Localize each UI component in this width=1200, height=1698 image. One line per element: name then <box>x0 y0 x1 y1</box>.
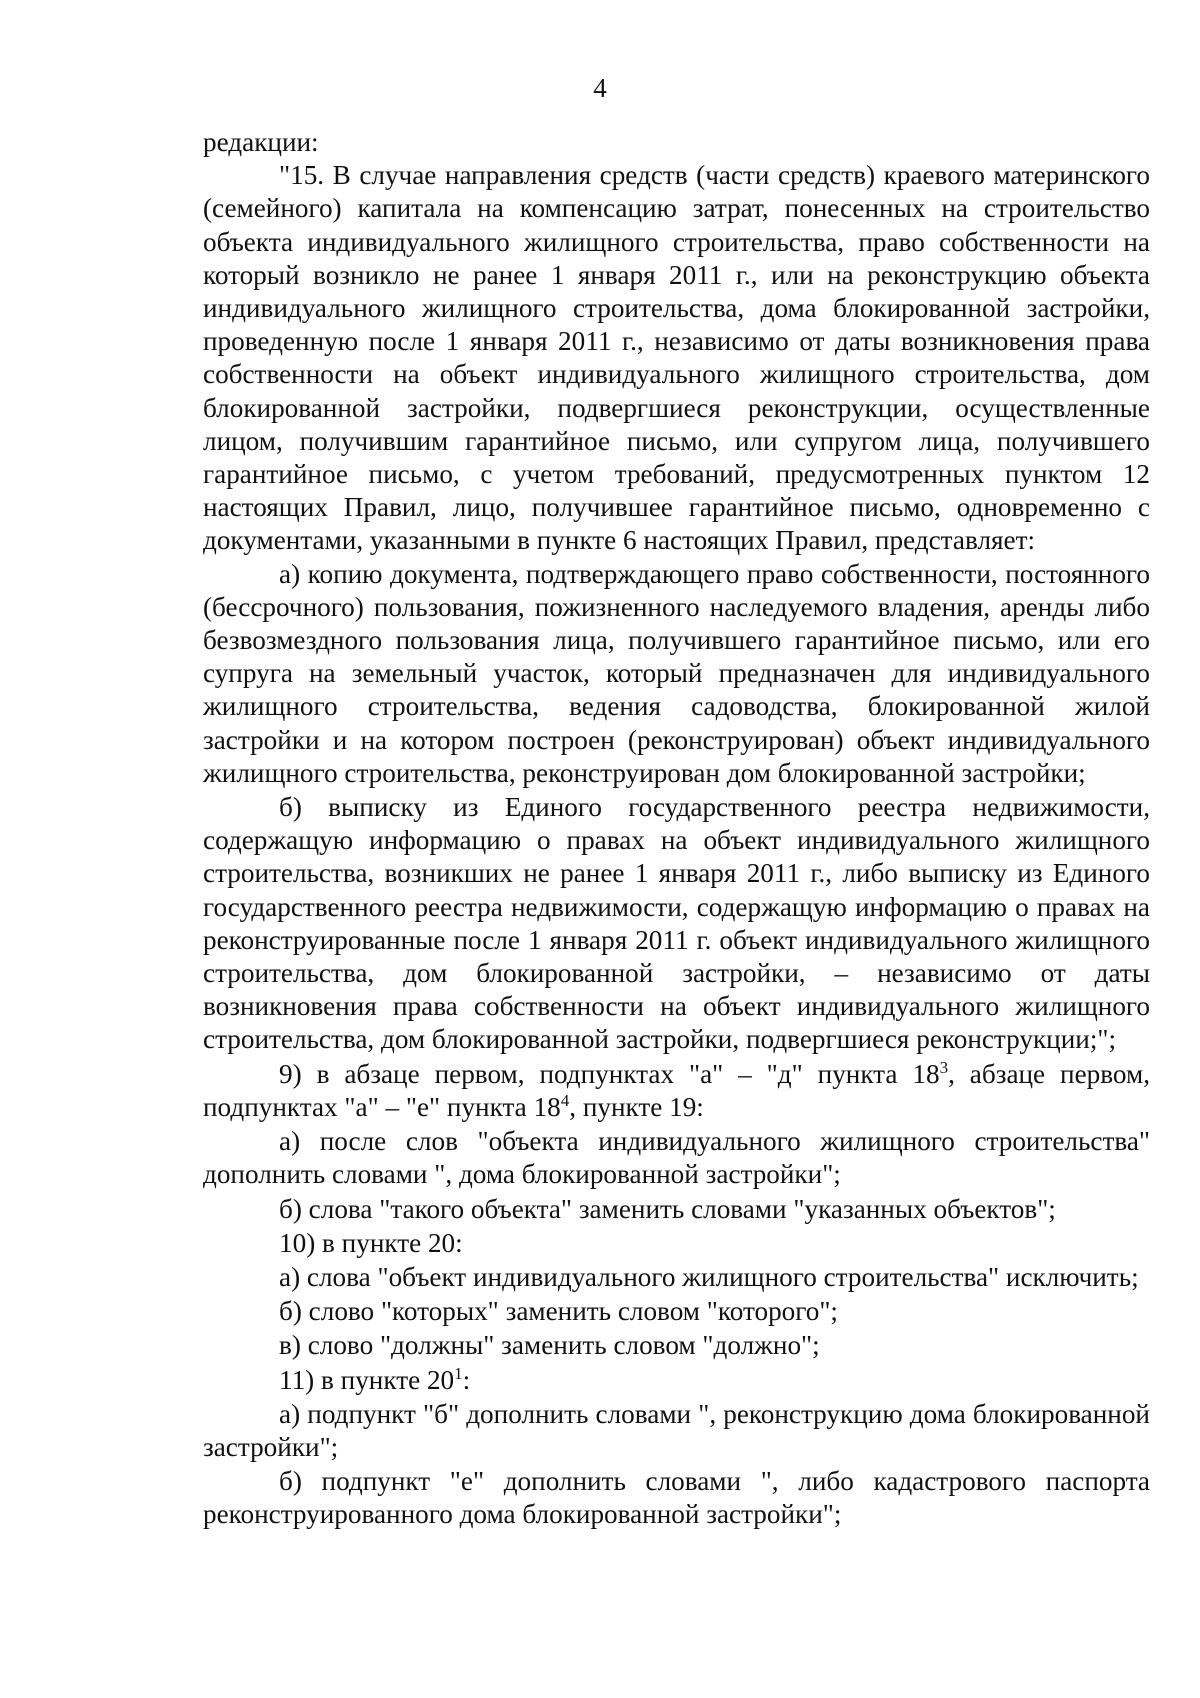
item-9-b: б) слова "такого объекта" заменить словами "указанных объектов"; <box>279 1193 1056 1224</box>
paragraph-continuation: редакции: <box>203 127 319 157</box>
page-number: 4 <box>593 73 607 103</box>
subparagraph-a: а) копию документа, подтверждающего право собственности, постоянного (бессрочного) пользования, пожизненного наследуемого владения, аренды либо безвозмездного пользования лица, получившего гарантийное письмо, или его супруга на земельный участок, который предназначен для индивидуального жилищного строительства, ведения садоводства, блокированной жилой застройки и на котором построен (реконструирован) объект индивидуального жилищного строительства, реконструирован дом блокированной застройки; <box>203 558 1150 788</box>
document-body <box>203 126 1150 1532</box>
item-9-a: а) после слов "объекта индивидуального жилищного строительства" дополнить словами ", дома блокированной застройки"; <box>203 1126 1150 1190</box>
item-10-a: а) слова "объект индивидуального жилищного строительства" исключить; <box>279 1261 1139 1292</box>
item-9-text-3: , пункте 19: <box>569 1091 704 1122</box>
item-9-text-1: 9) в абзаце первом, подпунктах "а" – "д" пункта 18 <box>279 1058 940 1089</box>
item-10-c: в) слово "должны" заменить словом "должно"; <box>279 1330 820 1361</box>
item-11-text-2: : <box>462 1364 471 1395</box>
item-11-b: б) подпункт "е" дополнить словами ", либо кадастрового паспорта реконструированного дома блокированной застройки"; <box>203 1466 1150 1530</box>
item-10-b: б) слово "которых" заменить словом "которого"; <box>279 1296 838 1327</box>
item-10: 10) в пункте 20: <box>279 1227 463 1258</box>
item-11-a: а) подпункт "б" дополнить словами ", реконструкцию дома блокированной застройки"; <box>203 1398 1150 1462</box>
superscript-4: 4 <box>560 1090 570 1110</box>
paragraph-point-15: "15. В случае направления средств (части средств) краевого материнского (семейного) капитала на компенсацию затрат, понесенных на строительство объекта индивидуального жилищного строительства, право собственности на который возникло не ранее 1 января 2011 г., или на реконструкцию объекта индивидуального жилищного строительства, дома блокированной застройки, проведенную после 1 января 2011 г., независимо от даты возникновения права собственности на объект индивидуального жилищного строительства, дом блокированной застройки, подвергшиеся реконструкции, осуществленные лицом, получившим гарантийное письмо, или супругом лица, получившего гарантийное письмо, с учетом требований, предусмотренных пунктом 12 настоящих Правил, лицо, получившее гарантийное письмо, одновременно с документами, указанными в пункте 6 настоящих Правил, представляет: <box>203 160 1150 556</box>
superscript-1: 1 <box>454 1363 463 1383</box>
subparagraph-b: б) выписку из Единого государственного реестра недвижимости, содержащую информацию о правах на объект индивидуального жилищного строительства, возникших не ранее 1 января 2011 г., либо выписку из Единого государственного реестра недвижимости, содержащую информацию о правах на реконструированные после 1 января 2011 г. объект индивидуального жилищного строительства, дом блокированной застройки, – независимо от даты возникновения права собственности на объект индивидуального жилищного строительства, дом блокированной застройки, подвергшиеся реконструкции;"; <box>203 792 1150 1055</box>
superscript-3: 3 <box>939 1057 949 1077</box>
item-11 <box>203 1364 1150 1397</box>
item-9-text-2: , абзаце первом, подпунктах "а" – "е" пункта 18 <box>203 1058 1150 1122</box>
item-11-text-1: 11) в пункте 20 <box>279 1364 455 1395</box>
item-9 <box>203 1058 1150 1124</box>
